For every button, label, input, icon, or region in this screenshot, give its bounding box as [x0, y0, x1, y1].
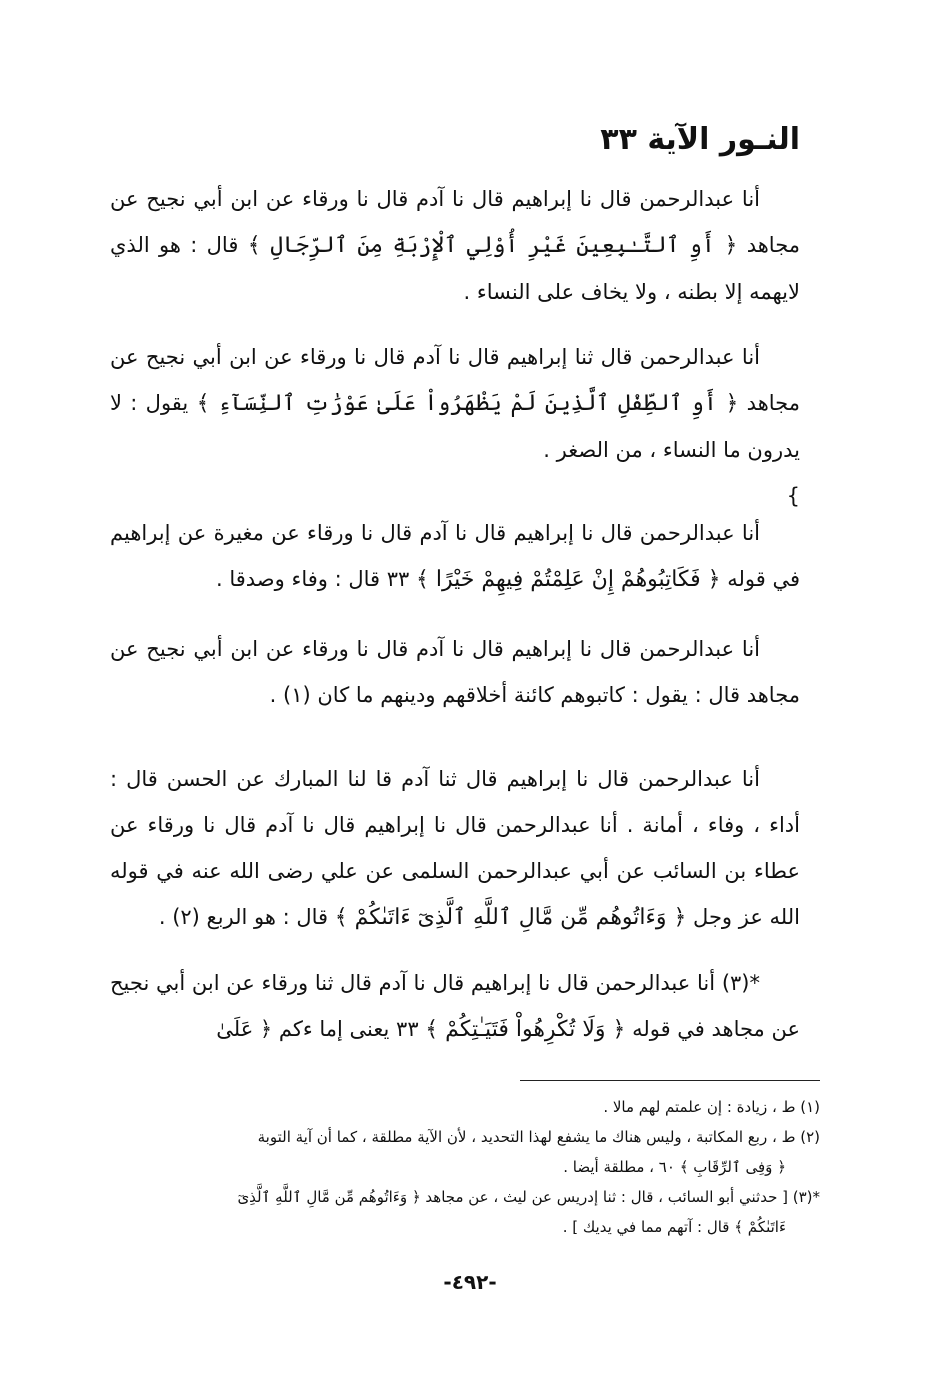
paragraph-1 [110, 176, 800, 315]
page-heading: النـور الآية ٣٣ [600, 122, 800, 157]
paragraph-4 [110, 626, 800, 719]
quran-verse: ﴿ فَكَاتِبُوهُمْ إِنْ عَلِمْتُمْ فِيهِمْ خَيْرًا ﴾ [415, 567, 721, 592]
footnote-marker: (١) . [269, 683, 311, 707]
paragraph-text: يقول : لا يدرون ما النساء ، من الصغر . [110, 391, 800, 462]
footnote-2-continuation: ﴿ وَفِى ٱلرِّقَابِ ﴾ ٦٠ ، مطلقة أيضا . [563, 1158, 786, 1176]
paragraph-text: أنا عبدالرحمن قال ثنا إبراهيم قال نا آدم قال نا ورقاء عن ابن أبي نجيح عن مجاهد [110, 345, 800, 415]
footnotes [110, 1092, 820, 1242]
paragraph-text: أنا عبدالرحمن قال نا إبراهيم قال نا آدم قال نا ورقاء عن ابن أبي نجيح عن مجاهد [110, 187, 801, 257]
footnote-3: *(٣) [ حدثني أبو السائب ، قال : ثنا إدريس عن ليث ، عن مجاهد ﴿ وَءَاتُوهُم مِّن مَّالِ ٱللَّهِ ٱلَّذِىٓ [237, 1188, 820, 1206]
paragraph-5 [110, 756, 800, 941]
paragraph-text: *(٣) أنا عبدالرحمن قال نا إبراهيم قال نا آدم قال ثنا ورقاء عن ابن أبي نجيح عن مجاهد في قوله [110, 971, 800, 1041]
footnote-2: (٢) ط ، ربع المكاتبة ، وليس هناك ما يشفع لهذا التحديد ، لأن الآية مطلقة ، كما أن آية التوبة [257, 1128, 820, 1146]
quran-verse: ﴿ أَوِ ٱلطِّفْلِ ٱلَّذِينَ لَمْ يَظْهَرُواْ عَلَىٰ عَوْرَٰتِ ٱلنِّسَآءِ ﴾ [196, 391, 739, 416]
quran-verse: ﴿ أَوِ ٱلتَّـٰبِعِينَ غَيْرِ أُوْلِي ٱلْإِرْبَةِ مِنَ ٱلرِّجَالِ ﴾ [247, 233, 738, 258]
paragraph-text: ٣٣ قال : وفاء وصدقا . [216, 567, 416, 591]
paragraph-3 [110, 510, 800, 603]
footnote-1: (١) ط ، زيادة : إن علمتم لهم مالا . [603, 1098, 820, 1116]
paragraph-text: أنا عبدالرحمن قال نا إبراهيم قال نا آدم قال نا ورقاء عن مغيرة عن إبراهيم في قوله [110, 521, 800, 591]
paragraph-text: قال : هو الذي لايهمه إلا بطنه ، ولا يخاف على النساء . [110, 233, 800, 304]
paragraph-text: قال : هو الربع (٢) . [158, 905, 335, 929]
footnote-3-continuation: ءَاتَىٰكُمْ ﴾ قال : آتهم مما في يديك ] . [562, 1218, 786, 1236]
quran-verse: ﴿ وَلَا تُكْرِهُواْ فَتَيَـٰتِكُمْ ﴾ [425, 1017, 626, 1042]
footnote-divider [520, 1080, 820, 1081]
quran-verse: ﴿ وَءَاتُوهُم مِّن مَّالِ ٱللَّهِ ٱلَّذِىٓ ءَاتَىٰكُمْ ﴾ [334, 905, 687, 930]
page-number: -٤٩٢- [443, 1270, 497, 1294]
paragraph-text: أنا عبدالرحمن قال نا إبراهيم قال ثنا آدم قا لنا المبارك عن الحسن قال : أداء ، وفاء ، أمانة . أنا عبدالرحمن قال نا إبراهيم قال نا آدم قال نا ورقاء عن عطاء بن السائب عن أبي عبدالرحمن السلمى عن علي رضى الله عنه في قوله الله عز وجل [110, 767, 800, 929]
paragraph-text: ٣٣ يعنى إما ءكم ﴿ عَلَىٰ [216, 1017, 426, 1041]
paragraph-text: أنا عبدالرحمن قال نا إبراهيم قال نا آدم قال نا ورقاء عن ابن أبي نجيح عن مجاهد قال : يقول : كاتبوهم كائنة أخلاقهم ودينهم ما كان [110, 637, 800, 707]
paragraph-6 [110, 960, 800, 1053]
paragraph-2: أنا عبدالرحمن قال ثنا إبراهيم قال نا آدم قال نا ورقاء عن ابن أبي نجيح عن مجاهد ﴿ أَوِ ٱلطِّفْلِ ٱلَّذِينَ لَمْ يَظْهَرُواْ عَلَىٰ عَوْرَٰتِ ٱلنِّسَآءِ ﴾ يقول : لا يدرون ما النساء ، من الصغر . } [110, 345, 800, 508]
